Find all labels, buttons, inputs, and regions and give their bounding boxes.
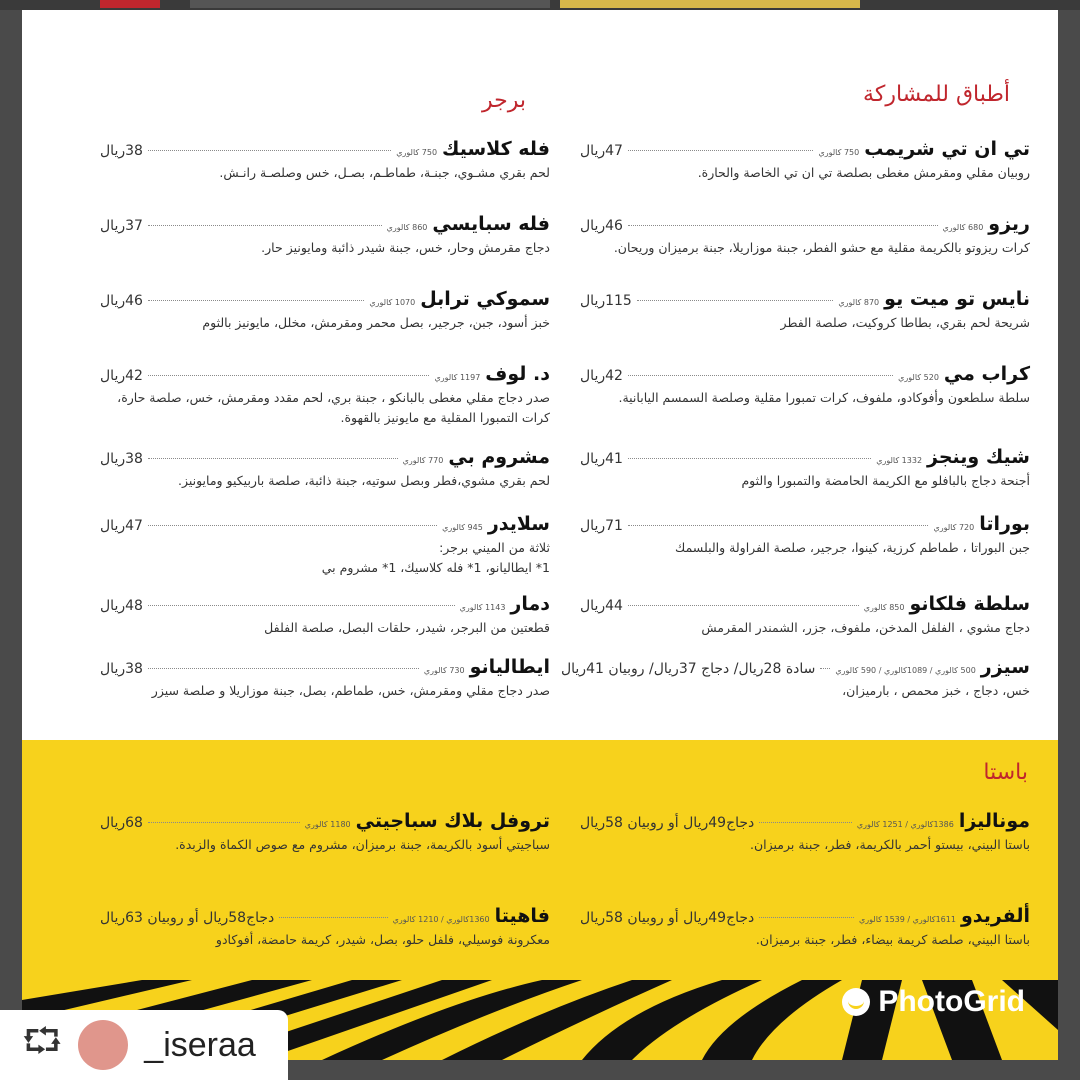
menu-item: [100, 656, 550, 701]
item-description: سباجيتي أسود بالكريمة، جبنة برميزان، مشروم مع صوص الكماة والزبدة.: [175, 837, 550, 852]
item-name: سيزر: [980, 656, 1030, 678]
item-calories: 770 كالوري: [402, 456, 444, 465]
menu-item: [100, 905, 550, 950]
item-price: 38ريال: [100, 143, 143, 159]
menu-item: [100, 593, 550, 638]
item-name: فاهيتا: [494, 905, 550, 927]
item-description: لحم بقري مشـوي، جبنـة، طماطـم، بصـل، خس وصلصـة رانـش.: [219, 165, 550, 180]
item-name: سلايدر: [487, 513, 550, 535]
item-price: سادة 28ريال/ دجاج 37ريال/ روبيان 41ريال: [560, 661, 816, 677]
menu-item: [560, 656, 1030, 701]
item-name: سموكي ترابل: [420, 288, 550, 310]
item-calories: 1070 كالوري: [369, 298, 416, 307]
item-calories: 1197 كالوري: [434, 373, 481, 382]
item-name: ريزو: [988, 213, 1030, 235]
menu-item: [580, 213, 1030, 258]
item-description: صدر دجاج مقلي مغطى بالبانكو ، جبنة بري، لحم مقدد ومقرمش، خس، صلصة حارة، كرات التمبورا المقلية مع مايونيز بالقهوة.: [117, 390, 550, 425]
menu-page: [22, 10, 1058, 1060]
menu-item: [580, 446, 1030, 491]
menu-item: [580, 138, 1030, 183]
item-description: شريحة لحم بقري، بطاطا كروكيت، صلصة الفطر: [780, 315, 1030, 330]
item-name: سلطة فلكانو: [909, 593, 1030, 615]
leader-dots: [628, 225, 938, 226]
smile-icon: [842, 988, 870, 1016]
username[interactable]: _iseraa: [144, 1025, 256, 1064]
menu-item: [100, 288, 550, 333]
menu-item: [100, 513, 550, 578]
item-price: 42ريال: [580, 368, 623, 384]
leader-dots: [279, 917, 387, 918]
item-price: 48ريال: [100, 598, 143, 614]
repost-icon: ⮔: [22, 1020, 63, 1061]
item-description: باستا البيني، بيستو أحمر بالكريمة، فطر، جبنة برميزان.: [750, 837, 1030, 852]
item-description: خبز أسود، جبن، جرجير، بصل محمر ومقرمش، مخلل، مايونيز بالثوم: [202, 315, 550, 330]
avatar[interactable]: [78, 1020, 128, 1070]
repost-badge[interactable]: [0, 1010, 288, 1080]
item-name: نايس تو ميت يو: [884, 288, 1030, 310]
item-calories: 750 كالوري: [818, 148, 860, 157]
leader-dots: [148, 668, 419, 669]
photogrid-watermark: [842, 985, 1025, 1019]
item-description: ثلاثة من الميني برجر:: [439, 540, 550, 555]
item-description: روبيان مقلي ومقرمش مغطى بصلصة تي ان تي الخاصة والحارة.: [697, 165, 1030, 180]
item-name: مشروم بي: [448, 446, 550, 468]
menu-item: [580, 810, 1030, 855]
leader-dots: [148, 300, 364, 301]
leader-dots: [148, 458, 398, 459]
menu-item: [100, 810, 550, 855]
item-calories: 1180 كالوري: [304, 820, 351, 829]
item-description-line2: 1* ايطاليانو، 1* فله كلاسيك، 1* مشروم بي: [321, 560, 550, 575]
leader-dots: [759, 822, 852, 823]
pasta-section-title: باستا: [983, 760, 1028, 785]
item-description: دجاج مقرمش وحار، خس، جبنة شيدر ذائبة ومايونيز حار.: [261, 240, 550, 255]
item-name: بوراتا: [979, 513, 1030, 535]
item-calories: 520 كالوري: [898, 373, 939, 382]
leader-dots: [628, 525, 929, 526]
item-calories: 1332 كالوري: [876, 456, 923, 465]
leader-dots: [148, 150, 391, 151]
menu-item: [100, 363, 550, 428]
photogrid-text: PhotoGrid: [878, 985, 1025, 1018]
item-description: خس، دجاج ، خبز محمص ، بارميزان،: [842, 683, 1030, 698]
leader-dots: [628, 150, 814, 151]
item-calories: 860 كالوري: [386, 223, 428, 232]
menu-item: [100, 213, 550, 258]
menu-item: [580, 593, 1030, 638]
item-price: 71ريال: [580, 518, 623, 534]
top-strip: [0, 0, 1080, 10]
item-price: دجاج58ريال أو روبيان 63ريال: [100, 910, 275, 926]
item-description: سلطة سلطعون وأفوكادو، ملفوف، كرات تمبورا مقلية وصلصة السمسم اليابانية.: [618, 390, 1030, 405]
leader-dots: [148, 525, 437, 526]
item-price: 41ريال: [580, 451, 623, 467]
leader-dots: [148, 605, 455, 606]
item-calories: 500 كالوري / 1089كالوري / 590 كالوري: [835, 666, 976, 675]
item-description: دجاج مشوي ، الفلفل المدخن، ملفوف، جزر، الشمندر المقرمش: [701, 620, 1030, 635]
burger-section-title: برجر: [482, 88, 526, 113]
item-calories: 1386كالوري / 1251 كالوري: [856, 820, 954, 829]
item-price: 115ريال: [580, 293, 632, 309]
leader-dots: [148, 375, 430, 376]
item-price: دجاج49ريال أو روبيان 58ريال: [580, 910, 755, 926]
item-calories: 945 كالوري: [442, 523, 483, 532]
item-price: 42ريال: [100, 368, 143, 384]
leader-dots: [628, 458, 871, 459]
leader-dots: [637, 300, 834, 301]
item-description: كرات ريزوتو بالكريمة مقلية مع حشو الفطر، جبنة موزاريلا، جبنة برميزان وريحان.: [613, 240, 1030, 255]
item-name: د. لوف: [485, 363, 550, 385]
pasta-section: [22, 740, 1058, 980]
item-price: دجاج49ريال أو روبيان 58ريال: [580, 815, 755, 831]
leader-dots: [628, 605, 859, 606]
item-description: لحم بقري مشوي،فطر وبصل سوتيه، جبنة ذائبة، صلصة باربيكيو ومايونيز.: [177, 473, 550, 488]
item-price: 46ريال: [580, 218, 623, 234]
item-description: صدر دجاج مقلي ومقرمش، خس، طماطم، بصل، جبنة موزاريلا و صلصة سيزر: [151, 683, 550, 698]
item-price: 46ريال: [100, 293, 143, 309]
item-calories: 1360كالوري / 1210 كالوري: [392, 915, 490, 924]
item-price: 38ريال: [100, 451, 143, 467]
item-price: 47ريال: [100, 518, 143, 534]
item-name: ايطاليانو: [469, 656, 550, 678]
leader-dots: [759, 917, 854, 918]
item-calories: 750 كالوري: [396, 148, 438, 157]
item-calories: 720 كالوري: [933, 523, 975, 532]
item-calories: 870 كالوري: [838, 298, 880, 307]
leader-dots: [820, 668, 830, 669]
item-calories: 1143 كالوري: [459, 603, 506, 612]
item-description: قطعتين من البرجر، شيدر، حلقات البصل، صلصة الفلفل: [264, 620, 550, 635]
item-description: جبن البوراتا ، طماطم كرزية، كينوا، جرجير، صلصة الفراولة والبلسمك: [675, 540, 1030, 555]
item-name: تروفل بلاك سباجيتي: [355, 810, 550, 832]
menu-item: [580, 905, 1030, 950]
leader-dots: [148, 225, 382, 226]
menu-item: [100, 138, 550, 183]
item-price: 38ريال: [100, 661, 143, 677]
item-price: 44ريال: [580, 598, 623, 614]
item-description: باستا البيني، صلصة كريمة بيضاء، فطر، جبنة برميزان.: [755, 932, 1030, 947]
item-price: 68ريال: [100, 815, 143, 831]
item-price: 37ريال: [100, 218, 143, 234]
menu-item: [580, 513, 1030, 558]
item-calories: 1611كالوري / 1539 كالوري: [859, 915, 956, 924]
item-description: أجنحة دجاج بالبافلو مع الكريمة الحامضة والتمبورا والثوم: [741, 473, 1030, 488]
item-calories: 730 كالوري: [423, 666, 465, 675]
item-description: معكرونة فوسيلي، فلفل حلو، بصل، شيدر، كريمة حامضة، أفوكادو: [215, 932, 550, 947]
item-price: 47ريال: [580, 143, 623, 159]
shared-section-title: أطباق للمشاركة: [863, 82, 1010, 107]
item-name: دمار: [510, 593, 550, 615]
item-name: شيك وينجز: [927, 446, 1030, 468]
menu-item: [580, 288, 1030, 333]
item-calories: 850 كالوري: [863, 603, 905, 612]
item-name: فله سبايسي: [432, 213, 550, 235]
item-name: مونالیزا: [958, 810, 1030, 832]
leader-dots: [628, 375, 893, 376]
item-name: كراب مي: [943, 363, 1030, 385]
menu-item: [580, 363, 1030, 408]
item-name: ألفريدو: [960, 905, 1030, 927]
leader-dots: [148, 822, 300, 823]
item-name: فله كلاسيك: [442, 138, 550, 160]
item-calories: 680 كالوري: [942, 223, 984, 232]
item-name: تي ان تي شريمب: [864, 138, 1030, 160]
menu-item: [100, 446, 550, 491]
